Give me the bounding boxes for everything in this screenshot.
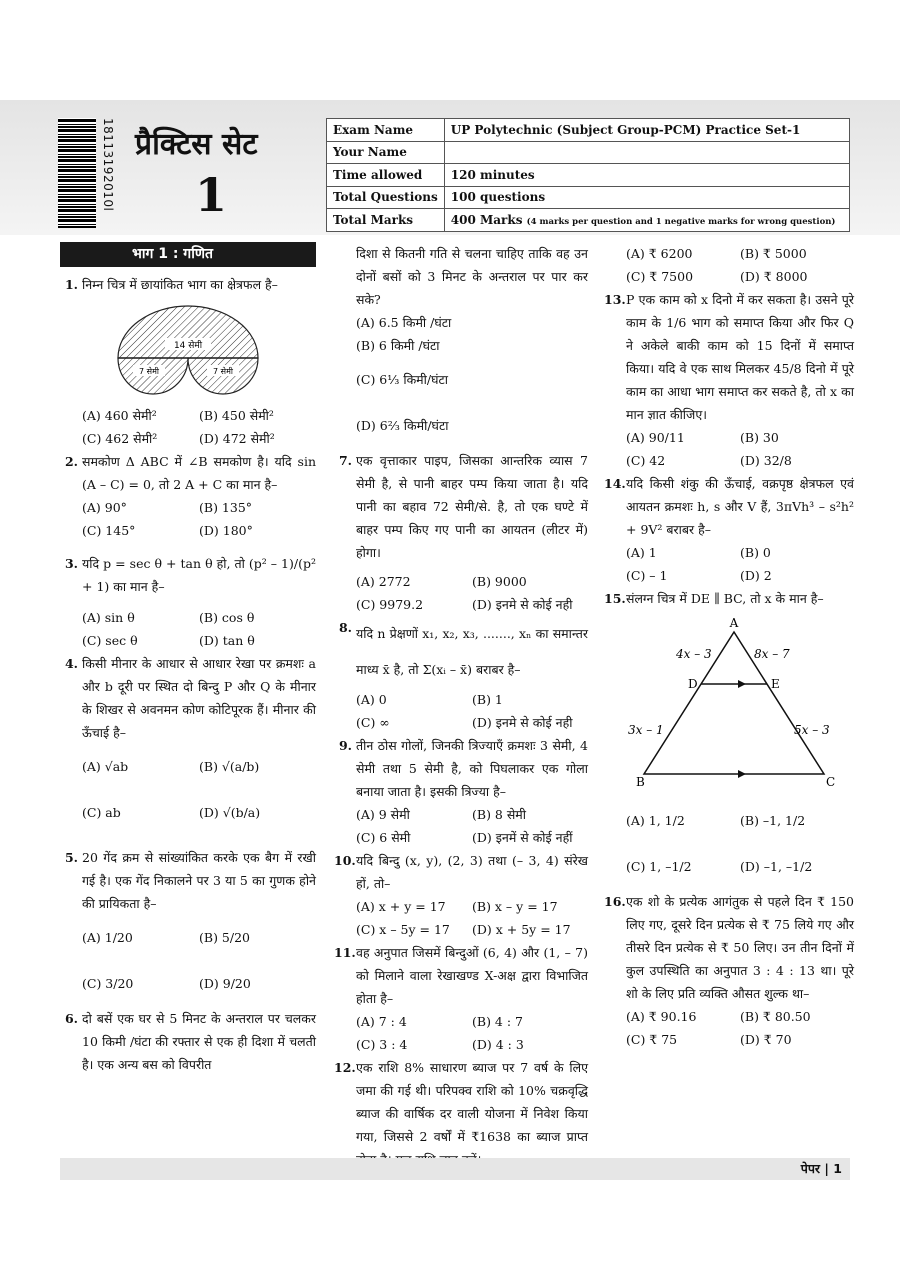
option-c[interactable]: (C) 462 सेमी² [82, 431, 158, 446]
table-row [327, 164, 850, 187]
option-c[interactable]: (C) ab [82, 805, 121, 820]
option-d[interactable]: (D) 180° [199, 523, 253, 538]
exam-name-value: UP Polytechnic (Subject Group-PCM) Practice Set-1 [444, 119, 849, 142]
question-10 [334, 849, 588, 895]
option-a[interactable]: (A) 6.5 किमी /घंटा [356, 315, 452, 330]
option-d[interactable]: (D) 9/20 [199, 976, 251, 991]
question-text: यदि p = sec θ + tan θ हो, तो (p² – 1)/(p² + 1) का मान है– [82, 556, 316, 594]
option-b[interactable]: (B) 4 : 7 [472, 1014, 523, 1029]
table-row [327, 119, 850, 142]
question-6-continued [334, 242, 588, 311]
option-b[interactable]: (B) 1 [472, 692, 503, 707]
fig-label-diameter: 14 सेमी [173, 341, 203, 351]
option-d[interactable]: (D) इनमे से कोई नही [472, 715, 573, 730]
option-d[interactable]: (D) 2 [740, 568, 772, 583]
option-d[interactable]: (D) √(b/a) [199, 805, 261, 820]
triangle-figure [614, 614, 844, 794]
option-c[interactable]: (C) 6 सेमी [356, 830, 411, 845]
option-a[interactable]: (A) 1 [626, 545, 657, 560]
option-a[interactable]: (A) 90/11 [626, 430, 685, 445]
question-number: 6. [64, 1011, 78, 1026]
vertex-a: A [729, 616, 739, 630]
question-16 [604, 890, 854, 1005]
option-b[interactable]: (B) –1, 1/2 [740, 813, 806, 828]
option-a[interactable]: (A) 2772 [356, 574, 411, 589]
section-heading: भाग 1 : गणित [60, 242, 316, 267]
question-text: निम्न चित्र में छायांकित भाग का क्षेत्रफल है– [82, 277, 278, 292]
vertex-c: C [826, 775, 836, 789]
q12-options [604, 242, 854, 288]
question-number: 10. [334, 853, 356, 868]
option-a[interactable]: (A) sin θ [82, 610, 135, 625]
option-b[interactable]: (B) 5/20 [199, 930, 250, 945]
option-a[interactable]: (A) ₹ 90.16 [626, 1009, 697, 1024]
question-text: वह अनुपात जिसमें बिन्दुओं (6, 4) और (1, – 7) को मिलाने वाला रेखाखण्ड X-अक्ष द्वारा विभाजित होता है– [356, 945, 588, 1006]
option-c[interactable]: (C) 42 [626, 453, 666, 468]
option-d[interactable]: (D) 6⅔ किमी/घंटा [356, 418, 449, 433]
q15-options [604, 798, 854, 890]
option-d[interactable]: (D) ₹ 8000 [740, 269, 808, 284]
option-d[interactable]: (D) 4 : 3 [472, 1037, 524, 1052]
option-c[interactable]: (C) 3 : 4 [356, 1037, 408, 1052]
triangle-abc [644, 632, 824, 774]
option-d[interactable]: (D) इनमे से कोई नही [472, 597, 573, 612]
option-b[interactable]: (B) x – y = 17 [472, 899, 558, 914]
question-3 [60, 552, 316, 598]
option-b[interactable]: (B) √(a/b) [199, 759, 260, 774]
question-text: यदि n प्रेक्षणों x₁, x₂, x₃, ......., xₙ का समान्तर माध्य x̄ है, तो Σ(xᵢ – x̄) बराबर है– [356, 626, 588, 677]
option-a[interactable]: (A) 460 सेमी² [82, 408, 157, 423]
option-b[interactable]: (B) ₹ 5000 [740, 246, 807, 261]
option-c[interactable]: (C) – 1 [626, 568, 668, 583]
q6-options [334, 311, 588, 449]
option-b[interactable]: (B) 8 सेमी [472, 807, 527, 822]
time-value: 120 minutes [444, 164, 849, 187]
question-text: समकोण Δ ABC में ∠B समकोण है। यदि sin (A – C) = 0, तो 2 A + C का मान है– [82, 454, 316, 492]
question-number: 7. [338, 453, 352, 468]
question-text: एक शो के प्रत्येक आगंतुक से पहले दिन ₹ 150 लिए गए, दूसरे दिन प्रत्येक से ₹ 75 लिये गए और तीसरे दिन प्रत्येक से ₹ 50 लिए। उन तीन दिनों में कुल उपस्थिति का अनुपात 3 : 4 : 13 था। पूरे शो के लिए प्रति व्यक्ति औसत शुल्क था– [626, 894, 854, 1001]
option-a[interactable]: (A) 1/20 [82, 930, 133, 945]
question-5 [60, 846, 316, 915]
question-number: 8. [338, 620, 352, 635]
option-c[interactable]: (C) 145° [82, 523, 136, 538]
label-ae: 8x – 7 [754, 647, 790, 661]
option-c[interactable]: (C) x – 5y = 17 [356, 922, 450, 937]
question-6 [60, 1007, 316, 1076]
label-db: 3x – 1 [628, 723, 664, 737]
questions-label: Total Questions [327, 186, 445, 209]
barcode-number: 18113192010l [101, 118, 115, 212]
set-number: 1 [195, 168, 228, 222]
marks-note: (4 marks per question and 1 negative marks for wrong question) [526, 216, 836, 227]
question-text: दिशा से कितनी गति से चलना चाहिए ताकि वह उन दोनों बसों को 3 मिनट के अन्तराल पर पार कर सके? [356, 246, 588, 307]
question-8 [334, 616, 588, 688]
exam-name-label: Exam Name [327, 119, 445, 142]
question-number: 9. [338, 738, 352, 753]
marks-label: Total Marks [327, 209, 445, 232]
question-12 [334, 1056, 588, 1171]
option-a[interactable]: (A) 0 [356, 692, 387, 707]
option-d[interactable]: (D) –1, –1/2 [740, 859, 813, 874]
question-2 [60, 450, 316, 496]
q13-options [604, 426, 854, 472]
option-c[interactable]: (C) 6⅓ किमी/घंटा [356, 372, 449, 387]
label-ec: 5x – 3 [794, 723, 830, 737]
question-text: एक वृत्ताकार पाइप, जिसका आन्तरिक व्यास 7 सेमी है, से पानी बाहर पम्प किया जाता है। यदि पानी का बहाव 72 सेमी/से. है, तो एक घण्टे में बाहर पम्प किए गए पानी का आयतन (लीटर में) होगा। [356, 453, 588, 560]
option-b[interactable]: (B) 30 [740, 430, 779, 445]
option-d[interactable]: (D) इनमें से कोई नहीं [472, 830, 573, 845]
option-b[interactable]: (B) 9000 [472, 574, 527, 589]
option-c[interactable]: (C) ∞ [356, 715, 390, 730]
question-number: 3. [64, 556, 78, 571]
option-b[interactable]: (B) 0 [740, 545, 771, 560]
question-number: 11. [334, 945, 356, 960]
exam-info-table [326, 118, 850, 232]
option-c[interactable]: (C) 9979.2 [356, 597, 424, 612]
question-number: 12. [334, 1060, 356, 1075]
question-text: तीन ठोस गोलों, जिनकी त्रिज्याएँ क्रमशः 3 सेमी, 4 सेमी तथा 5 सेमी है, को पिघलाकर एक गोला बनाया जाता है। इसकी त्रिज्या है– [356, 738, 588, 799]
fig-label-left: 7 सेमी [139, 367, 159, 376]
column-1 [60, 242, 316, 1076]
option-a[interactable]: (A) √ab [82, 759, 129, 774]
option-a[interactable]: (A) x + y = 17 [356, 899, 446, 914]
question-number: 14. [604, 476, 626, 491]
q8-options [334, 688, 588, 734]
option-d[interactable]: (D) x + 5y = 17 [472, 922, 571, 937]
q1-options [60, 404, 316, 450]
marks-total: 400 Marks [450, 212, 523, 227]
q9-options [334, 803, 588, 849]
question-9 [334, 734, 588, 803]
question-number: 4. [64, 656, 78, 671]
question-1 [60, 273, 316, 296]
question-number: 2. [64, 454, 78, 469]
column-2 [334, 242, 588, 1171]
option-b[interactable]: (B) cos θ [199, 610, 255, 625]
arrow-de [738, 680, 746, 688]
question-number: 15. [604, 591, 626, 606]
question-number: 5. [64, 850, 78, 865]
table-row [327, 186, 850, 209]
q4-options [60, 744, 316, 836]
question-text: किसी मीनार के आधार से आधार रेखा पर क्रमशः a और b दूरी पर स्थित दो बिन्दु P और Q के मीनार के शिखर से अवनमन कोण कोटिपूरक हैं। मीनार की ऊँचाई है– [82, 656, 316, 740]
option-d[interactable]: (D) 472 सेमी² [199, 431, 275, 446]
question-text: यदि बिन्दु (x, y), (2, 3) तथा (– 3, 4) संरेख हों, तो– [356, 853, 588, 891]
fig-label-right: 7 सेमी [213, 367, 233, 376]
option-a[interactable]: (A) ₹ 6200 [626, 246, 693, 261]
option-b[interactable]: (B) 6 किमी /घंटा [356, 338, 440, 353]
option-b[interactable]: (B) 135° [199, 500, 253, 515]
question-4 [60, 652, 316, 744]
vertex-b: B [636, 775, 645, 789]
q10-options [334, 895, 588, 941]
option-b[interactable]: (B) ₹ 80.50 [740, 1009, 811, 1024]
q14-options [604, 541, 854, 587]
question-text: यदि किसी शंकु की ऊँचाई, वक्रपृष्ठ क्षेत्रफल एवं आयतन क्रमशः h, s और V हैं, 3πVh³ – s²h² + 9V² बराबर है– [626, 476, 854, 537]
option-b[interactable]: (B) 450 सेमी² [199, 408, 274, 423]
semicircle-figure [113, 300, 263, 400]
table-row [327, 141, 850, 164]
question-15 [604, 587, 854, 610]
q5-options [60, 915, 316, 1007]
question-text: संलग्न चित्र में DE ∥ BC, तो x के मान है– [626, 591, 824, 606]
marks-value [444, 209, 849, 232]
q1-figure [60, 300, 316, 400]
question-14 [604, 472, 854, 541]
page-number: पेपर | 1 [800, 1161, 842, 1176]
q7-options [334, 570, 588, 616]
option-c[interactable]: (C) 1, –1/2 [626, 859, 692, 874]
option-a[interactable]: (A) 90° [82, 500, 127, 515]
question-text: दो बसें एक घर से 5 मिनट के अन्तराल पर चलकर 10 किमी /घंटा की रफ्तार से एक ही दिशा में चलती है। एक अन्य बस को विपरीत [82, 1011, 316, 1072]
table-row [327, 209, 850, 232]
arrow-bc [738, 770, 746, 778]
column-3 [604, 242, 854, 1051]
option-d[interactable]: (D) tan θ [199, 633, 255, 648]
questions-value: 100 questions [444, 186, 849, 209]
set-title: प्रैक्टिस सेट [135, 127, 258, 162]
option-d[interactable]: (D) 32/8 [740, 453, 792, 468]
your-name-field[interactable] [444, 141, 849, 164]
option-a[interactable]: (A) 9 सेमी [356, 807, 410, 822]
option-c[interactable]: (C) ₹ 7500 [626, 269, 694, 284]
q15-figure [604, 614, 854, 794]
time-label: Time allowed [327, 164, 445, 187]
q16-options [604, 1005, 854, 1051]
q3-options [60, 606, 316, 652]
point-e: E [771, 677, 780, 691]
point-d: D [688, 677, 698, 691]
option-a[interactable]: (A) 7 : 4 [356, 1014, 407, 1029]
option-c[interactable]: (C) ₹ 75 [626, 1032, 678, 1047]
option-d[interactable]: (D) ₹ 70 [740, 1032, 792, 1047]
question-text: 20 गेंद क्रम से सांख्यांकित करके एक बैग में रखी गई है। एक गेंद निकालने पर 3 या 5 का गुणक होने की प्रायिकता है– [82, 850, 316, 911]
question-text: P एक काम को x दिनो में कर सकता है। उसने पूरे काम के 1/6 भाग को समाप्त किया और फिर Q ने अकेले बाकी काम को 15 दिनों में समाप्त किया। यदि वे एक साथ मिलकर 45/8 दिनो में पूरे काम का आधा भाग समाप्त कर सकते है, तो x का मान ज्ञात कीजिए। [626, 292, 854, 422]
question-11 [334, 941, 588, 1010]
question-number: 16. [604, 894, 626, 909]
q2-options [60, 496, 316, 542]
option-a[interactable]: (A) 1, 1/2 [626, 813, 685, 828]
question-number: 13. [604, 292, 626, 307]
question-7 [334, 449, 588, 564]
question-13 [604, 288, 854, 426]
question-text: एक राशि 8% साधारण ब्याज पर 7 वर्ष के लिए जमा की गई थी। परिपक्व राशि को 10% चक्रवृद्धि ब्याज की वार्षिक दर वाली योजना में निवेश किया गया, जिससे 2 वर्षों में ₹1638 का ब्याज प्राप्त [356, 1060, 588, 1144]
barcode [58, 118, 96, 228]
question-number: 1. [64, 277, 78, 292]
option-c[interactable]: (C) 3/20 [82, 976, 134, 991]
footer-band [60, 1158, 850, 1180]
label-ad: 4x – 3 [676, 647, 712, 661]
q11-options [334, 1010, 588, 1056]
your-name-label: Your Name [327, 141, 445, 164]
option-c[interactable]: (C) sec θ [82, 633, 138, 648]
